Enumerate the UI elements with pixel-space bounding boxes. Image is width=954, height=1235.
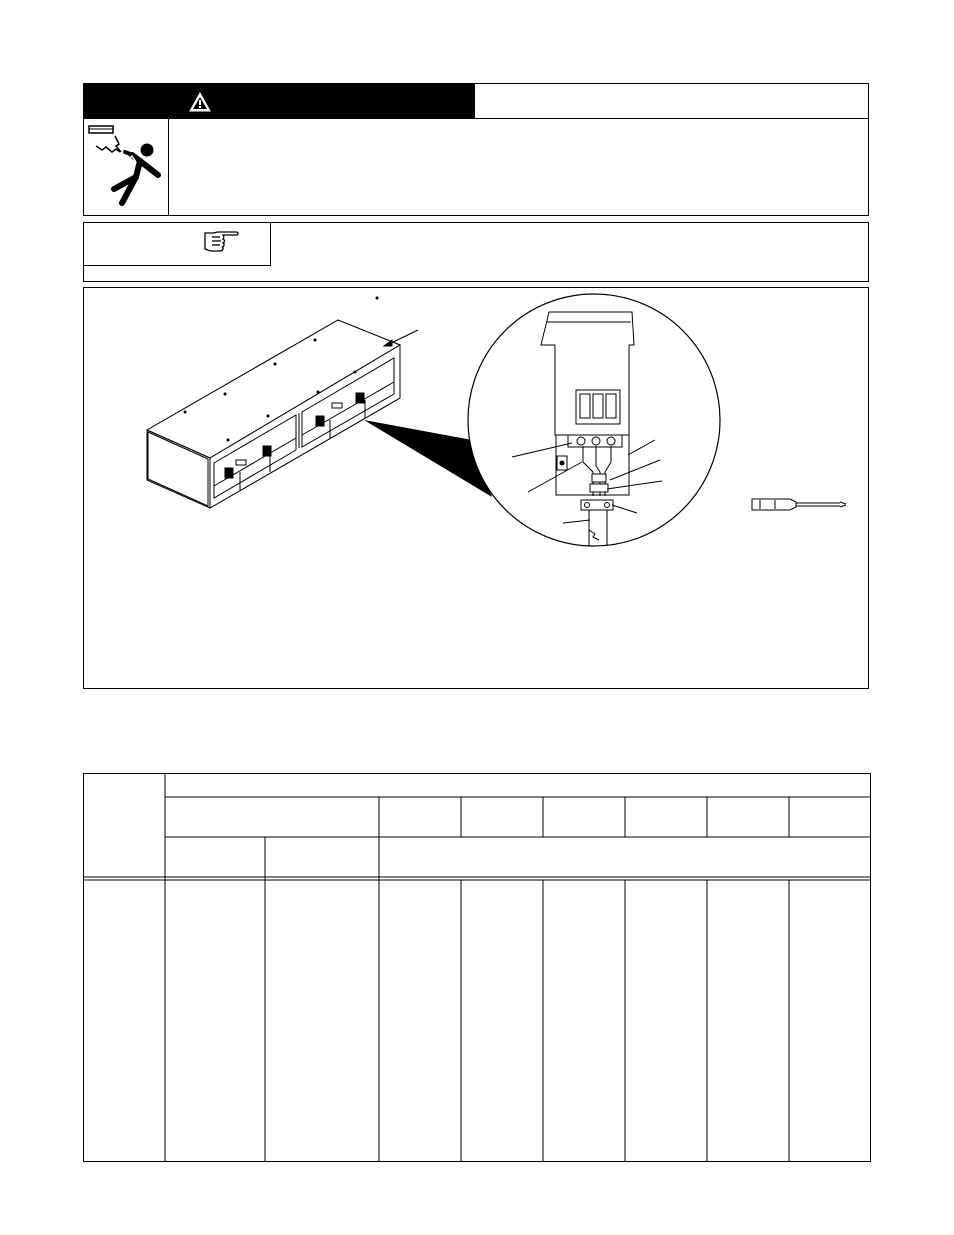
equipment-enclosure-drawing [147,297,418,508]
table-grid-lines [84,774,870,1162]
screwdriver-icon [752,499,846,510]
electric-shock-icon [89,126,158,203]
caution-triangle-icon [190,93,210,111]
detail-magnified-view [468,294,720,546]
pointing-hand-icon [205,232,238,251]
